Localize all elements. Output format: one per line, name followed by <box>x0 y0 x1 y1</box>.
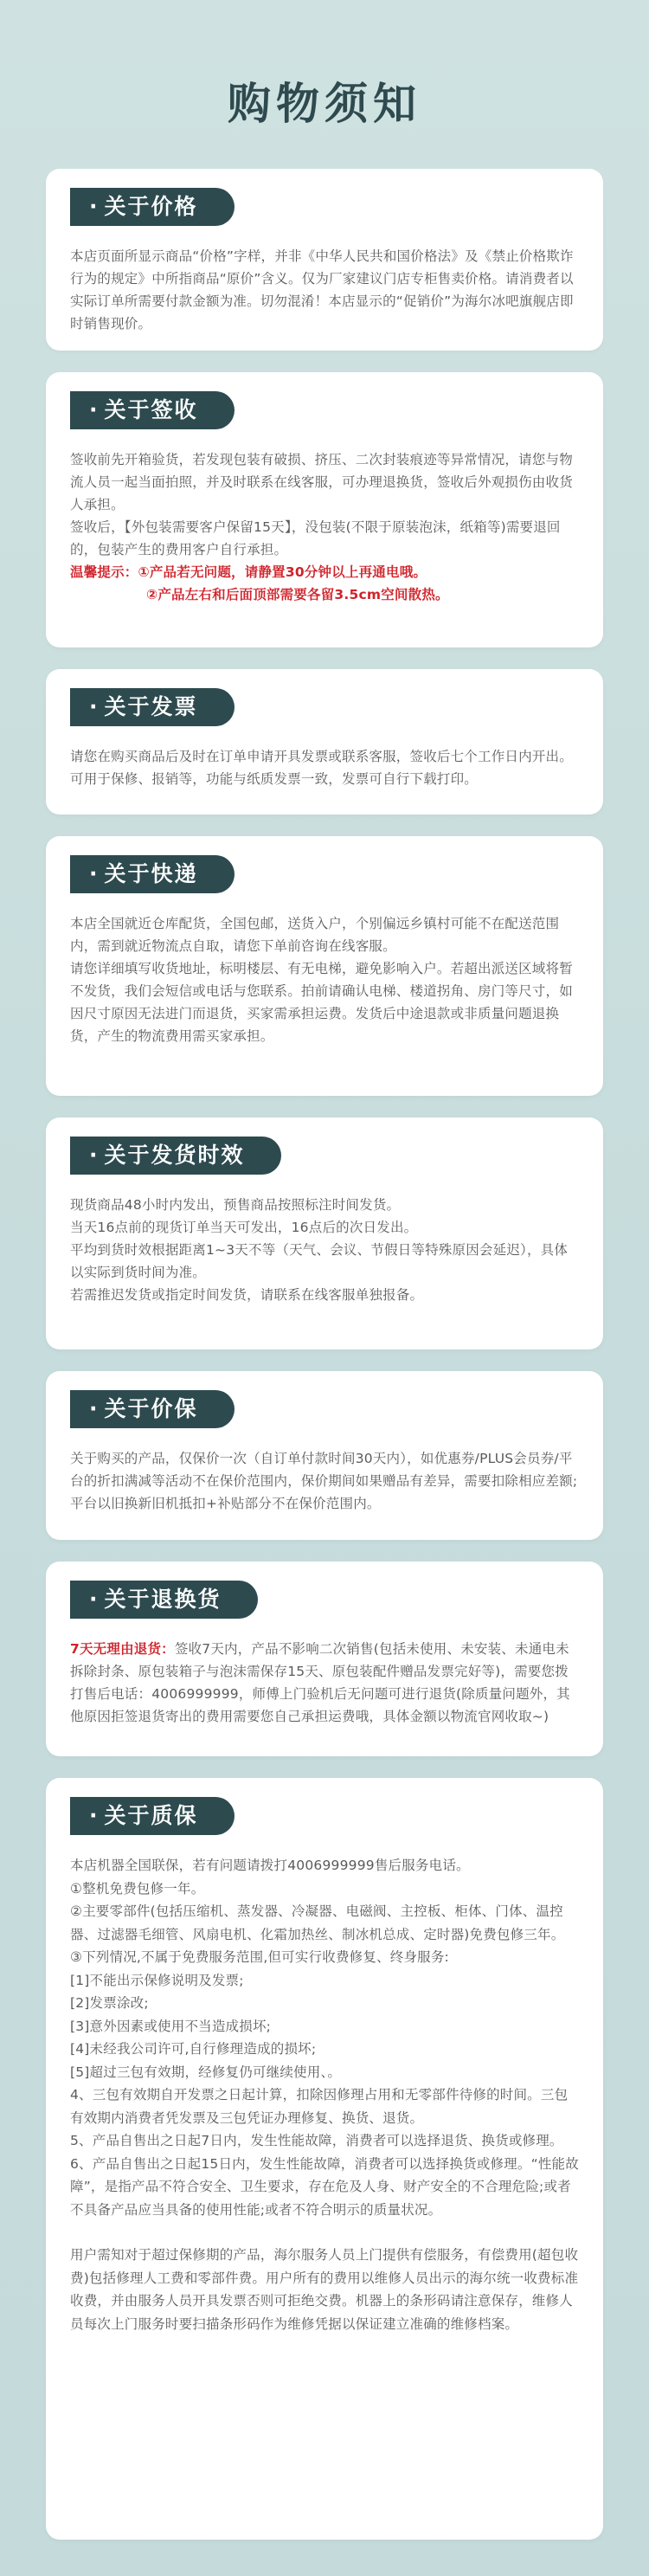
bullet-dot-icon: · <box>89 694 100 719</box>
section-tag-returns: · 关于退换货 <box>70 1581 258 1619</box>
section-tag-invoice: · 关于发票 <box>70 688 235 726</box>
card-warranty <box>46 1778 603 2540</box>
card-shipping-time <box>46 1117 603 1349</box>
section-tag-warranty: · 关于质保 <box>70 1797 235 1835</box>
card-receipt <box>46 372 603 647</box>
card-price-protection <box>46 1371 603 1540</box>
section-tag-price-protection: · 关于价保 <box>70 1390 235 1428</box>
card-price <box>46 169 603 351</box>
page-title: 购物须知 <box>228 79 421 129</box>
section-body-warranty: 本店机器全国联保，若有问题请拨打4006999999售后服务电话。 ①整机免费包修一年。 ②主要零部件(包括压缩机、蒸发器、冷凝器、电磁阀、主控板、柜体、门体、温控器、过滤器毛细管、风扇电机、化霜加热丝、制冰机总成、定时器)免费包修三年。 ③下列情况,不属于免费服务范围,但可实行收费修复、终身服务: [1]不能出示保修说明及发票; [2]发票涂改; [3]意外因素或使用不当造成损坏; [4]未经我公司许可,自行修理造成的损坏; [5]超过三包有效期，经修复仍可继续使用、。 4、三包有效期自开发票之日起计算，扣除因修理占用和无零部件待修的时间。三包有效期内消费者凭发票及三包凭证办理修复、换货、退货。 5、产品自售出之日起7日内，发生性能故障，消费者可以选择退货、换货或修理。 6、产品自售出之日起15日内，发生性能故障，消费者可以选择换货或修理。“性能故障”，是指产品不符合安全、卫生要求，存在危及人身、财产安全的不合理危险;或者不具备产品应当具备的使用性能;或者不符合明示的质量状况。 用户需知对于超过保修期的产品，海尔服务人员上门提供有偿服务，有偿费用(超包收费)包括修理人工费和零部件费。用户所有的费用以维修人员出示的海尔统一收费标准收费，并由服务人员开具发票否则可拒绝交费。机器上的条形码请注意保存，维修人员每次上门服务时要扫描条形码作为维修凭据以保证建立准确的维修档案。 <box>70 1858 579 2332</box>
bullet-dot-icon: · <box>89 1803 100 1828</box>
section-tag-shipping-time: · 关于发货时效 <box>70 1137 281 1175</box>
bullet-dot-icon: · <box>89 397 100 422</box>
section-tag-delivery: · 关于快递 <box>70 855 235 893</box>
bullet-dot-icon: · <box>89 861 100 886</box>
card-invoice <box>46 669 603 815</box>
bullet-dot-icon: · <box>89 1143 100 1168</box>
section-body-invoice: 请您在购买商品后及时在订单申请开具发票或联系客服，签收后七个工作日内开出。可用于保修、报销等，功能与纸质发票一致，发票可自行下载打印。 <box>70 749 573 787</box>
section-body-receipt: 签收前先开箱验货，若发现包装有破损、挤压、二次封装痕迹等异常情况，请您与物流人员一起当面拍照，并及时联系在线客服，可办理退换货，签收后外观损伤由收货人承担。 签收后，【外包装需要客户保留15天】，没包装(不限于原装泡沫，纸箱等)需要退回的，包装产生的费用客户自行承担。 温馨提示：①产品若无问题，请静置30分钟以上再通电哦。 ②产品左右和后面顶部需要各留3.5cm空间散热。 <box>70 452 573 602</box>
section-body-shipping-time: 现货商品48小时内发出，预售商品按照标注时间发货。 当天16点前的现货订单当天可发出，16点后的次日发出。 平均到货时效根据距离1~3天不等（天气、会议、节假日等特殊原因会延迟），具体以实际到货时间为准。 若需推迟发货或指定时间发货，请联系在线客服单独报备。 <box>70 1197 569 1303</box>
card-returns <box>46 1562 603 1756</box>
section-body-returns: 7天无理由退货：签收7天内，产品不影响二次销售(包括未使用、未安装、未通电未拆除封条、原包装箱子与泡沫需保存15天、原包装配件赠品发票完好等)，需要您拨打售后电话：4006999999，师傅上门验机后无问题可进行退货(除质量问题外，其他原因拒签退货寄出的费用需要您自己承担运费哦，具体金额以物流官网收取~) <box>70 1641 570 1724</box>
section-tag-receipt: · 关于签收 <box>70 391 235 429</box>
bullet-dot-icon: · <box>89 1587 100 1612</box>
section-body-price: 本店页面所显示商品“价格”字样，并非《中华人民共和国价格法》及《禁止价格欺诈行为的规定》中所指商品“原价”含义。仅为厂家建议门店专柜售卖价格。请消费者以实际订单所需要付款金额为准。切勿混淆！本店显示的“促销价”为海尔冰吧旗舰店即时销售现价。 <box>70 248 574 332</box>
section-body-delivery: 本店全国就近仓库配货，全国包邮，送货入户，个别偏远乡镇村可能不在配送范围内，需到就近物流点自取，请您下单前咨询在线客服。 请您详细填写收货地址，标明楼层、有无电梯，避免影响入户。若超出派送区域将暂不发货，我们会短信或电话与您联系。拍前请确认电梯、楼道拐角、房门等尺寸，如因尺寸原因无法进门而退货，买家需承担运费。发货后中途退款或非质量问题退换货，产生的物流费用需买家承担。 <box>70 916 573 1044</box>
section-body-price-protection: 关于购买的产品，仅保价一次（自订单付款时间30天内），如优惠券/PLUS会员券/平台的折扣满减等活动不在保价范围内，保价期间如果赠品有差异，需要扣除相应差额;平台以旧换新旧机抵扣+补贴部分不在保价范围内。 <box>70 1451 578 1511</box>
bullet-dot-icon: · <box>89 1396 100 1421</box>
bullet-dot-icon: · <box>89 194 100 219</box>
section-tag-price: · 关于价格 <box>70 188 235 226</box>
card-delivery <box>46 836 603 1096</box>
